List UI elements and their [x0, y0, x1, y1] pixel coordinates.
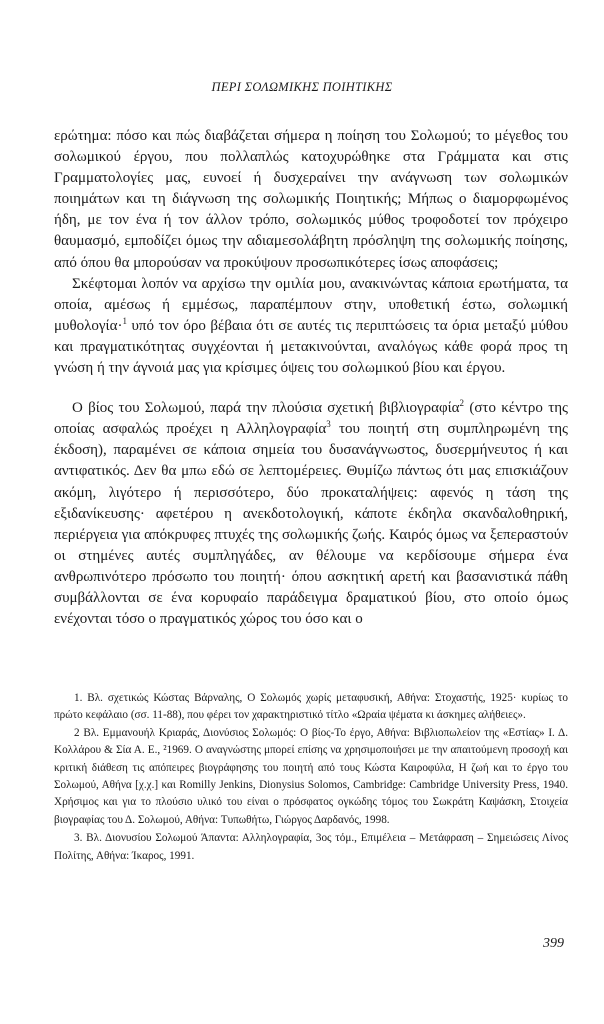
footnote-1: 1. Βλ. σχετικώς Κώστας Βάρναλης, Ο Σολωμός χωρίς μεταφυσική, Αθήνα: Στοχαστής, 1925· κυρίως το πρώτο κεφάλαιο (σσ. 11-88), που φέρει τον χαρακτηριστικό τίτλο «Ωραία ψέματα κι άσκημες αλήθειες».	[54, 692, 568, 722]
paragraph-3-text-a: Ο βίος του Σολωμού, παρά την πλούσια σχετική βιβλιογραφία	[72, 400, 460, 417]
paragraph-2-text-a: Σκέφτομαι λοπόν να αρχίσω την ομιλία μου, ανακινώντας κάποια ερωτήματα, τα οποία, αμέσως ή εμμέσως, παραπέμπουν στην, υποθετική έστω, σολωμική μυθολογία·	[54, 275, 568, 334]
footnotes	[54, 690, 568, 865]
paragraph-2	[54, 274, 568, 379]
footnote-ref-1: 1	[122, 315, 127, 326]
footnote-ref-3: 3	[326, 419, 331, 430]
paragraph-2-text-b: υπό τον όρο βέβαια ότι σε αυτές τις περιπτώσεις τα όρια μεταξύ μύθου και πραγματικότητας συγχέονται ή μετακινούνται, αναλόγως κάθε φορά προς τη γνώση ή την άγνοιά μας για κρίσιμες όψεις του σολωμικού βίου και έργου.	[54, 317, 568, 377]
page-number: 399	[543, 936, 564, 951]
footnote-ref-2: 2	[459, 398, 465, 409]
footnote-3: 3. Βλ. Διονυσίου Σολωμού Άπαντα: Αλληλογραφία, 3ος τόμ., Επιμέλεια – Μετάφραση – Σημειώσεις Λίνος Πολίτης, Αθήνα: Ίκαρος, 1991.	[54, 832, 568, 862]
paragraph-1: ερώτημα: πόσο και πώς διαβάζεται σήμερα η ποίηση του Σολωμού; το μέγεθος του σολωμικού έργου, που πολλαπλώς κατοχυρώθηκε στα Γράμματα και στις Γραμματολογίες μας, ευνοεί ή δυσχεραίνει την ανάγνωση των σολωμικών ποιημάτων και τη διάγνωση της σολωμικής Ποιητικής; Μήπως ο διαμορφωμένος ήδη, με τον ένα ή τον άλλον τρόπο, σολωμικός μύθος τροφοδοτεί τον πρόχειρο θαυμασμό, εμποδίζει όμως την αδιαμεσολάβητη πρόσληψη της σολωμικής ποίησης, από όπου θα μπορούσαν να προκύψουν προσωπικότερες ίσως αποφάσεις;	[54, 128, 568, 271]
paragraph-3-text-c: του ποιητή στη συμπληρωμένη της έκδοση), παραμένει σε κάποια σημεία του δυσανάγνωστος, δυσερμήνευτος ή και αντιφατικός. Δεν θα μπω εδώ σε λεπτομέρειες. Θυμίζω πάντως ότι μας επισκιάζουν ακόμη, λιγότερο ή περισσότερο, δύο προκαταλήψεις: αφενός η τάση της εξιδανίκευσης· αφετέρου η ανεκδοτολογική, κάποτε έκδηλα σκανδαλοθηρική, περιέργεια για απόκρυφες πτυχές της σολωμικής ζωής. Καιρός όμως να ξεπεραστούν οι στημένες αυτές συμπληγάδες, αν θέλουμε να κερδίσουμε σήμερα ένα ανθρωπινότερο πρόσωπο του ποιητή· όπου ασκητική αρετή και βασανιστικά πάθη συμβάλλονται σε ένα κορυφαίο παράδειγμα δραματικού βίου, στο οποίο όμως ενέχονται τόσο ο πραγματικός χώρος του όσο και ο	[54, 421, 568, 628]
paragraph-3-text-b: (στο κέντρο της οποίας ασφαλώς προέχει η Αλληλογραφία	[54, 400, 568, 438]
paragraph-3	[54, 398, 568, 630]
footnote-2: 2 Βλ. Εμμανουήλ Κριαράς, Διονύσιος Σολωμός: Ο βίος-Το έργο, Αθήνα: Βιβλιοπωλείον της «Εστίας» Ι. Δ. Κολλάρου & Σία Α. Ε., ²1969. Ο αναγνώστης μπορεί επίσης να χρησιμοποιήσει με την απαιτούμενη προσοχή και κριτική διάθεση τις απόπειρες βιογράφησης του ποιητή από τους Κώστα Καιροφύλα, Η ζωή και το έργο του Σολωμού, Αθήνα [χ.χ.] και Romilly Jenkins, Dionysius Solomos, Cambridge: Cambridge University Press, 1940. Χρήσιμος και για το πλούσιο υλικό του είναι ο πρόσφατος ογκώδης τόμος του Σωκράτη Καψάσκη, Στοιχεία βιογραφίας του Δ. Σολωμού, Αθήνα: Τυπωθήτω, Γιώργος Δαρδανός, 1998.	[54, 726, 568, 826]
running-head: ΠΕΡΙ ΣΟΛΩΜΙΚΗΣ ΠΟΙΗΤΙΚΗΣ	[211, 80, 393, 94]
body-text	[54, 126, 568, 630]
